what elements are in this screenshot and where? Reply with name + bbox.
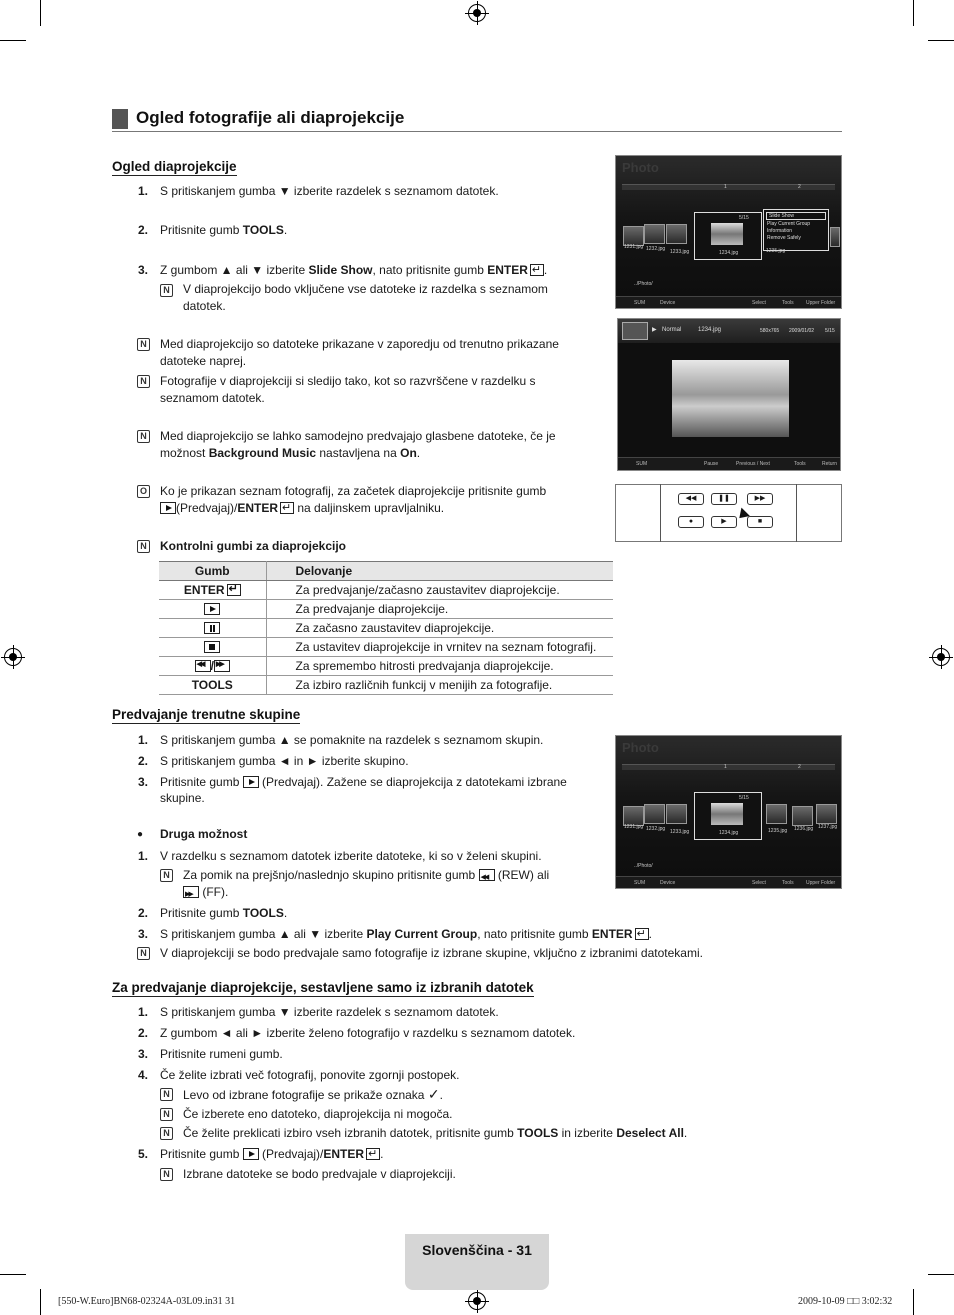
selected-photo bbox=[711, 803, 743, 825]
note-icon: N bbox=[160, 1168, 173, 1181]
group-tick: 2 bbox=[798, 764, 801, 770]
photo-thumbnail bbox=[666, 804, 687, 824]
table-cell-desc: Za začasno zaustavitev diaprojekcije. bbox=[266, 619, 613, 638]
table-cell-desc: Za spremembo hitrosti predvajanja diaprojekcije. bbox=[266, 657, 613, 676]
step-text: S pritiskanjem gumba ▲ ali ▼ izberite Play Current Group, nato pritisnite gumb ENTER↵ . bbox=[160, 926, 652, 943]
title-marker bbox=[112, 109, 128, 129]
note-text: Med diaprojekcijo se lahko samodejno predvajajo glasbene datoteke, če je bbox=[160, 429, 556, 443]
remote-edge bbox=[796, 484, 797, 542]
note-icon: N bbox=[160, 284, 173, 297]
crop-mark bbox=[40, 1289, 41, 1315]
step-number: 1. bbox=[137, 184, 148, 198]
enter-key-icon bbox=[227, 584, 241, 596]
step-text: Če želite izbrati več fotografij, ponovite zgornji postopek. bbox=[160, 1068, 460, 1082]
group-bar bbox=[622, 184, 835, 190]
table-row bbox=[159, 581, 613, 600]
footer-prev-next: Previous / Next bbox=[736, 461, 770, 467]
note-icon: N bbox=[137, 375, 150, 388]
fast-forward-button-icon: ▶▶ bbox=[747, 493, 773, 505]
thumb-caption: 1231.jpg bbox=[624, 244, 644, 250]
step-number: 2. bbox=[137, 223, 148, 237]
footer-sum: SUM bbox=[634, 300, 646, 306]
step-number: 1. bbox=[137, 1005, 148, 1019]
folder-path: ../Photo/ bbox=[634, 863, 653, 869]
print-slug-left: [550-W.Euro]BN68-02324A-03L09.in31 31 bbox=[58, 1296, 236, 1307]
step-text: Pritisnite gumb TOOLS. bbox=[160, 223, 288, 237]
footer-select: Select bbox=[752, 300, 766, 306]
record-button-icon: ● bbox=[678, 516, 704, 528]
playback-info-bar bbox=[618, 319, 840, 343]
footer-pause: Pause bbox=[704, 461, 719, 467]
note-icon: N bbox=[160, 869, 173, 882]
step-number: 4. bbox=[137, 1068, 148, 1082]
thumb-caption: 1231.jpg bbox=[624, 824, 644, 830]
step-number: 2. bbox=[137, 1026, 148, 1040]
table-row bbox=[159, 638, 613, 657]
registration-mark-icon bbox=[4, 648, 22, 666]
footer-upper-folder: Upper Folder bbox=[806, 880, 836, 886]
step-text: S pritiskanjem gumba ▼ izberite razdelek s seznamom datotek. bbox=[160, 1005, 499, 1019]
menu-item-information[interactable]: Information bbox=[767, 228, 793, 234]
footer-upper-folder: Upper Folder bbox=[806, 300, 836, 306]
selected-photo-frame bbox=[694, 212, 762, 260]
note-icon: N bbox=[137, 338, 150, 351]
step-text: S pritiskanjem gumba ▼ izberite razdelek s seznamom datotek. bbox=[160, 184, 499, 198]
selected-photo-frame bbox=[694, 792, 762, 840]
screen-footer bbox=[616, 876, 841, 888]
table-cell-desc: Za predvajanje diaprojekcije. bbox=[266, 600, 613, 619]
crop-mark bbox=[913, 0, 914, 26]
crop-mark bbox=[0, 40, 26, 41]
note-text: ▶▶ (FF). bbox=[183, 884, 228, 901]
play-button-icon: ▶ bbox=[711, 516, 737, 528]
section-title-current-group: Predvajanje trenutne skupine bbox=[112, 707, 301, 722]
rewind-key-icon bbox=[479, 869, 495, 881]
footer-device: Device bbox=[660, 880, 676, 886]
note-text: V diaprojekciji se bodo predvajale samo fotografije iz izbrane skupine, vključno z izbranimi datotekami. bbox=[160, 946, 703, 960]
registration-mark-icon bbox=[932, 648, 950, 666]
screen-footer bbox=[618, 457, 840, 470]
thumb-caption: 1233.jpg bbox=[670, 829, 690, 835]
footer-sum: SUM bbox=[634, 880, 646, 886]
slideshow-count: 5/15 bbox=[825, 328, 835, 334]
note-text: V diaprojekcijo bodo vključene vse datoteke iz razdelka s seznamom bbox=[183, 282, 548, 296]
note-text: Ko je prikazan seznam fotografij, za začetek diaprojekcije pritisnite gumb bbox=[160, 484, 547, 498]
menu-item-play-group[interactable]: Play Current Group bbox=[767, 221, 811, 227]
slideshow-icon bbox=[622, 322, 648, 340]
slideshow-photo bbox=[672, 360, 789, 437]
table-cell-desc: Za predvajanje/začasno zaustavitev diaprojekcije. bbox=[266, 581, 613, 600]
photo-thumbnail bbox=[766, 804, 787, 824]
enter-key-icon bbox=[366, 1148, 380, 1160]
note-text: Levo od izbrane fotografije se prikaže oznaka ✓. bbox=[183, 1086, 443, 1102]
folder-path: ../Photo/ bbox=[634, 281, 653, 287]
note-text: Če želite preklicati izbiro vseh izbranih datotek, pritisnite gumb TOOLS in izberite Deselect All. bbox=[183, 1126, 688, 1140]
page-number: Slovenščina - 31 bbox=[422, 1242, 532, 1258]
remote-edge bbox=[660, 484, 661, 542]
note-icon: N bbox=[160, 1088, 173, 1101]
screen-footer bbox=[616, 296, 841, 308]
note-text: datoteke naprej. bbox=[160, 354, 247, 368]
stop-key-icon bbox=[204, 641, 220, 653]
step-number: 5. bbox=[137, 1147, 148, 1161]
section-title-slideshow: Ogled diaprojekcije bbox=[112, 159, 237, 174]
fast-forward-key-icon bbox=[214, 660, 230, 672]
crop-mark bbox=[913, 1289, 914, 1315]
menu-item-remove-safely[interactable]: Remove Safely bbox=[767, 235, 801, 241]
thumb-caption: 1233.jpg bbox=[670, 249, 690, 255]
screen-title: Photo bbox=[622, 740, 659, 755]
photo-thumbnail bbox=[816, 804, 837, 824]
group-tick: 1 bbox=[724, 764, 727, 770]
crop-mark bbox=[928, 1274, 954, 1275]
table-cell-desc: Za izbiro različnih funkcij v menijih za fotografije. bbox=[266, 676, 613, 695]
menu-item-slide-show[interactable]: Slide Show bbox=[766, 212, 826, 220]
alt-title: Druga možnost bbox=[160, 827, 248, 841]
thumb-caption: 1232.jpg bbox=[646, 246, 666, 252]
footer-tools: Tools bbox=[782, 880, 794, 886]
step-text: Pritisnite gumb TOOLS. bbox=[160, 906, 288, 920]
note-text: (Predvajaj)/ENTER↵ na daljinskem upravljalniku. bbox=[160, 500, 444, 517]
photo-thumbnail bbox=[644, 224, 665, 244]
step-text: Z gumbom ◄ ali ► izberite želeno fotografijo v razdelku s seznamom datotek. bbox=[160, 1026, 576, 1040]
group-bar bbox=[622, 764, 835, 770]
table-header-desc: Delovanje bbox=[266, 562, 613, 581]
step-number: 3. bbox=[137, 775, 148, 789]
step-number: 1. bbox=[137, 849, 148, 863]
remote-control-illustration bbox=[615, 484, 842, 542]
page-title-bar bbox=[112, 108, 842, 132]
note-text: možnost Background Music nastavljena na On. bbox=[160, 446, 421, 460]
note-text: seznamom datotek. bbox=[160, 391, 265, 405]
print-slug-right: 2009-10-09 □□ 3:02:32 bbox=[798, 1296, 893, 1307]
note-text: Med diaprojekcijo so datoteke prikazane v zaporedju od trenutno prikazane bbox=[160, 337, 559, 351]
enter-key-icon bbox=[280, 502, 294, 514]
bullet: ● bbox=[137, 829, 144, 840]
table-header-key: Gumb bbox=[159, 562, 266, 581]
step-number: 1. bbox=[137, 733, 148, 747]
crop-mark bbox=[928, 40, 954, 41]
control-buttons-table bbox=[159, 561, 613, 695]
step-text: S pritiskanjem gumba ▲ se pomaknite na razdelek s seznamom skupin. bbox=[160, 733, 544, 747]
table-row bbox=[159, 657, 613, 676]
table-cell-key: TOOLS bbox=[159, 676, 266, 695]
thumb-caption: 1236.jpg bbox=[794, 826, 814, 832]
table-header-row bbox=[159, 562, 613, 581]
step-number: 3. bbox=[137, 263, 148, 277]
note-icon: N bbox=[137, 540, 150, 553]
table-cell-key bbox=[159, 619, 266, 638]
thumb-caption: 1235.jpg bbox=[766, 248, 786, 254]
screen-title: Photo bbox=[622, 160, 659, 175]
table-row bbox=[159, 600, 613, 619]
note-text: datotek. bbox=[183, 299, 226, 313]
crop-mark bbox=[0, 1274, 26, 1275]
table-cell-key bbox=[159, 638, 266, 657]
fast-forward-key-icon bbox=[183, 886, 199, 898]
checkmark-icon: ✓ bbox=[427, 1086, 440, 1102]
tools-menu[interactable] bbox=[763, 209, 829, 251]
step-text: Pritisnite gumb (Predvajaj). Zažene se diaprojekcija z datotekami izbrane bbox=[160, 775, 567, 789]
group-tick: 2 bbox=[798, 184, 801, 190]
photo-thumbnail bbox=[830, 227, 840, 247]
thumb-caption: 1234.jpg bbox=[719, 830, 739, 836]
pause-key-icon bbox=[204, 622, 220, 634]
note-icon: N bbox=[160, 1108, 173, 1121]
photo-thumbnail bbox=[666, 224, 687, 244]
note-text: Fotografije v diaprojekciji si sledijo tako, kot so razvrščene v razdelku s bbox=[160, 374, 536, 388]
rewind-key-icon bbox=[195, 660, 211, 672]
step-text: Z gumbom ▲ ali ▼ izberite Slide Show, nato pritisnite gumb ENTER↵ . bbox=[160, 262, 547, 279]
registration-mark-icon bbox=[468, 1292, 486, 1310]
photo-thumbnail bbox=[644, 804, 665, 824]
pause-button-icon: ❚❚ bbox=[711, 493, 737, 505]
footer-tools: Tools bbox=[782, 300, 794, 306]
play-state-icon: ▶ bbox=[652, 327, 657, 333]
table-cell-key bbox=[159, 600, 266, 619]
step-text: skupine. bbox=[160, 791, 205, 805]
photo-thumbnail bbox=[623, 806, 644, 826]
slideshow-mode: Normal bbox=[662, 327, 682, 333]
page-number-tab bbox=[405, 1234, 549, 1290]
enter-key-icon bbox=[635, 928, 649, 940]
table-row bbox=[159, 676, 613, 695]
note-icon: N bbox=[160, 1127, 173, 1140]
photo-thumbnail bbox=[792, 806, 813, 826]
note-text: Izbrane datoteke se bodo predvajale v diaprojekciji. bbox=[183, 1167, 456, 1181]
play-key-icon bbox=[243, 1148, 259, 1160]
thumb-caption: 1234.jpg bbox=[719, 250, 739, 256]
note-icon: N bbox=[137, 947, 150, 960]
rewind-button-icon: ◀◀ bbox=[678, 493, 704, 505]
section-title-selected-files: Za predvajanje diaprojekcije, sestavljene samo iz izbranih datotek bbox=[112, 980, 534, 995]
table-caption: Kontrolni gumbi za diaprojekcijo bbox=[160, 539, 347, 553]
slideshow-file: 1234.jpg bbox=[698, 327, 722, 333]
step-text: Pritisnite gumb (Predvajaj)/ENTER↵ . bbox=[160, 1146, 383, 1163]
note-text: Če izberete eno datoteko, diaprojekcija ni mogoča. bbox=[183, 1107, 453, 1121]
photo-counter: 5/15 bbox=[739, 795, 749, 801]
tv-screen-slideshow bbox=[617, 318, 841, 471]
group-tick: 1 bbox=[724, 184, 727, 190]
step-number: 3. bbox=[137, 1047, 148, 1061]
footer-sum: SUM bbox=[636, 461, 648, 467]
tv-screen-photo-list bbox=[615, 155, 842, 309]
thumb-caption: 1235.jpg bbox=[768, 828, 788, 834]
footer-device: Device bbox=[660, 300, 676, 306]
table-row bbox=[159, 619, 613, 638]
step-text: S pritiskanjem gumba ◄ in ► izberite skupino. bbox=[160, 754, 409, 768]
photo-counter: 5/15 bbox=[739, 215, 749, 221]
play-key-icon bbox=[204, 603, 220, 615]
page-title: Ogled fotografije ali diaprojekcije bbox=[136, 108, 405, 127]
slideshow-resolution: 580x765 bbox=[760, 328, 780, 334]
remote-note-icon: O bbox=[137, 485, 150, 498]
photo-thumbnail bbox=[623, 226, 644, 246]
play-key-icon bbox=[160, 502, 176, 514]
selected-photo bbox=[711, 223, 743, 245]
table-cell-key: ENTER↵ bbox=[159, 581, 266, 600]
crop-mark bbox=[40, 0, 41, 26]
slideshow-date: 2009/01/02 bbox=[789, 328, 815, 334]
step-text: V razdelku s seznamom datotek izberite datoteke, ki so v želeni skupini. bbox=[160, 849, 542, 863]
step-text: Pritisnite rumeni gumb. bbox=[160, 1047, 283, 1061]
note-icon: N bbox=[137, 430, 150, 443]
play-key-icon bbox=[243, 776, 259, 788]
registration-mark-icon bbox=[468, 4, 486, 22]
enter-key-icon bbox=[530, 264, 544, 276]
stop-button-icon: ■ bbox=[747, 516, 773, 528]
thumb-caption: 1237.jpg bbox=[818, 824, 838, 830]
table-cell-desc: Za ustavitev diaprojekcije in vrnitev na seznam fotografij. bbox=[266, 638, 613, 657]
note-text: Za pomik na prejšnjo/naslednjo skupino pritisnite gumb ◀◀ (REW) ali bbox=[183, 867, 549, 884]
table-cell-key: ◀◀/▶▶ bbox=[159, 657, 266, 676]
footer-return: Return bbox=[822, 461, 838, 467]
step-number: 3. bbox=[137, 927, 148, 941]
step-number: 2. bbox=[137, 906, 148, 920]
thumb-caption: 1232.jpg bbox=[646, 826, 666, 832]
step-number: 2. bbox=[137, 754, 148, 768]
footer-select: Select bbox=[752, 880, 766, 886]
tv-screen-photo-group bbox=[615, 735, 842, 889]
footer-tools: Tools bbox=[794, 461, 806, 467]
